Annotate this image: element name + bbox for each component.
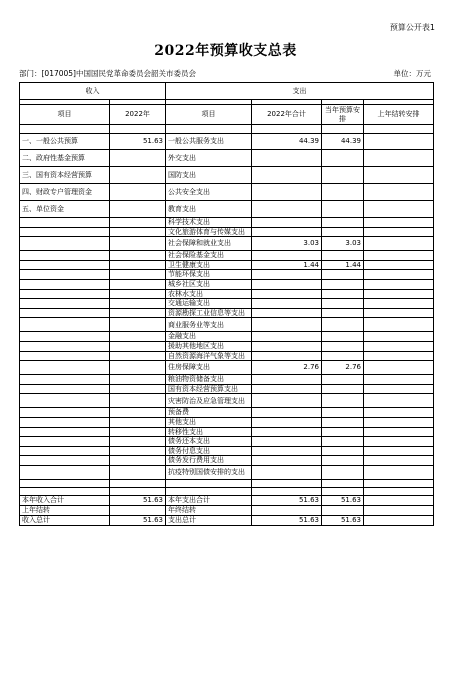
- expense-total: [252, 446, 322, 456]
- table-row: [20, 251, 434, 261]
- expense-current: [322, 318, 364, 332]
- blank-cell: [364, 479, 434, 487]
- footer-expense-current: [322, 505, 364, 515]
- expense-carry: [364, 394, 434, 408]
- expense-current: [322, 417, 364, 427]
- expense-current: [322, 437, 364, 447]
- footer-expense-total: [252, 505, 322, 515]
- expense-current: [322, 299, 364, 309]
- income-item: [20, 299, 110, 309]
- income-item: [20, 279, 110, 289]
- table-row: [20, 417, 434, 427]
- blank-cell: [364, 487, 434, 495]
- table-row: [20, 465, 434, 479]
- expense-current: [322, 351, 364, 361]
- expense-carry: [364, 260, 434, 270]
- expense-current: [322, 394, 364, 408]
- expense-carry: [364, 456, 434, 466]
- income-value: [110, 270, 166, 280]
- expense-item: 债务还本支出: [166, 437, 252, 447]
- expense-carry: [364, 465, 434, 479]
- income-item: [20, 456, 110, 466]
- footer-expense-carry: [364, 515, 434, 525]
- income-item: [20, 417, 110, 427]
- footer-expense-total: 51.63: [252, 515, 322, 525]
- balance-row: [20, 505, 434, 515]
- expense-carry: [364, 134, 434, 150]
- expense-item: 外交支出: [166, 150, 252, 167]
- table-row: [20, 456, 434, 466]
- blank-row: [20, 479, 434, 487]
- table-row: [20, 408, 434, 418]
- income-item: [20, 394, 110, 408]
- income-item: [20, 308, 110, 318]
- expense-carry: [364, 299, 434, 309]
- expense-total: [252, 351, 322, 361]
- col-year: 2022年: [110, 105, 166, 125]
- expense-carry: [364, 408, 434, 418]
- expense-total: [252, 167, 322, 184]
- income-item: 三、国有资本经营预算: [20, 167, 110, 184]
- col-carry: 上年结转安排: [364, 105, 434, 125]
- footer-income-value: 51.63: [110, 515, 166, 525]
- expense-carry: [364, 201, 434, 218]
- income-item: [20, 289, 110, 299]
- col-item2: 项目: [166, 105, 252, 125]
- expense-item: 交通运输支出: [166, 299, 252, 309]
- blank-cell: [252, 479, 322, 487]
- income-value: [110, 375, 166, 385]
- table-row: [20, 361, 434, 375]
- expense-carry: [364, 150, 434, 167]
- expense-item: 商业服务业等支出: [166, 318, 252, 332]
- footer-income-label: 本年收入合计: [20, 495, 110, 505]
- income-value: [110, 308, 166, 318]
- income-item: [20, 465, 110, 479]
- income-value: [110, 361, 166, 375]
- expense-carry: [364, 279, 434, 289]
- expense-current: [322, 279, 364, 289]
- income-item: [20, 408, 110, 418]
- section-header-row: [20, 83, 434, 100]
- income-value: [110, 299, 166, 309]
- form-number: 预算公开表1: [389, 23, 435, 32]
- expense-carry: [364, 270, 434, 280]
- income-item: 五、单位资金: [20, 201, 110, 218]
- expense-current: [322, 150, 364, 167]
- expense-item: 国防支出: [166, 167, 252, 184]
- expense-carry: [364, 308, 434, 318]
- expense-total: [252, 201, 322, 218]
- income-item: [20, 251, 110, 261]
- income-value: [110, 260, 166, 270]
- income-item: 二、政府性基金预算: [20, 150, 110, 167]
- blank-cell: [252, 487, 322, 495]
- expense-current: [322, 251, 364, 261]
- table-row: [20, 218, 434, 228]
- income-value: [110, 332, 166, 342]
- expense-item: 社会保险基金支出: [166, 251, 252, 261]
- table-row: [20, 184, 434, 201]
- blank-cell: [166, 487, 252, 495]
- expense-carry: [364, 289, 434, 299]
- income-item: [20, 237, 110, 251]
- income-value: [110, 237, 166, 251]
- income-value: [110, 167, 166, 184]
- income-item: [20, 361, 110, 375]
- blank-cell: [322, 479, 364, 487]
- col-total: 2022年合计: [252, 105, 322, 125]
- expense-total: [252, 184, 322, 201]
- expense-total: [252, 408, 322, 418]
- income-item: [20, 270, 110, 280]
- table-row: [20, 237, 434, 251]
- expense-current: [322, 270, 364, 280]
- expense-item: 一般公共服务支出: [166, 134, 252, 150]
- expense-item: 文化旅游体育与传媒支出: [166, 227, 252, 237]
- footer-income-value: 51.63: [110, 495, 166, 505]
- expense-total: 44.39: [252, 134, 322, 150]
- income-item: 四、财政专户管理资金: [20, 184, 110, 201]
- footer-expense-carry: [364, 495, 434, 505]
- expense-carry: [364, 361, 434, 375]
- table-row: [20, 437, 434, 447]
- expense-current: 1.44: [322, 260, 364, 270]
- income-value: [110, 184, 166, 201]
- income-value: [110, 251, 166, 261]
- expense-carry: [364, 384, 434, 394]
- expense-total: 3.03: [252, 237, 322, 251]
- income-item: 一、一般公共预算: [20, 134, 110, 150]
- income-value: [110, 150, 166, 167]
- expense-total: 1.44: [252, 260, 322, 270]
- table-row: [20, 167, 434, 184]
- expense-total: [252, 308, 322, 318]
- income-value: [110, 446, 166, 456]
- expense-carry: [364, 427, 434, 437]
- expense-carry: [364, 446, 434, 456]
- table-row: [20, 289, 434, 299]
- expense-item: 债务付息支出: [166, 446, 252, 456]
- expense-total: [252, 251, 322, 261]
- table-row: [20, 150, 434, 167]
- income-value: 51.63: [110, 134, 166, 150]
- income-value: [110, 351, 166, 361]
- expense-carry: [364, 437, 434, 447]
- expense-item: 国有资本经营预算支出: [166, 384, 252, 394]
- income-value: [110, 341, 166, 351]
- table-row: [20, 351, 434, 361]
- expense-total: [252, 332, 322, 342]
- expense-total: 2.76: [252, 361, 322, 375]
- expense-item: 预备费: [166, 408, 252, 418]
- expense-current: 2.76: [322, 361, 364, 375]
- blank-cell: [110, 487, 166, 495]
- income-item: [20, 318, 110, 332]
- expense-current: [322, 446, 364, 456]
- income-value: [110, 417, 166, 427]
- footer-expense-label: 年终结转: [166, 505, 252, 515]
- expense-current: [322, 289, 364, 299]
- expense-current: [322, 465, 364, 479]
- footer-expense-current: 51.63: [322, 495, 364, 505]
- income-item: [20, 351, 110, 361]
- expense-item: 住房保障支出: [166, 361, 252, 375]
- footer-expense-carry: [364, 505, 434, 515]
- expense-item: 卫生健康支出: [166, 260, 252, 270]
- income-value: [110, 227, 166, 237]
- footer-expense-label: 支出总计: [166, 515, 252, 525]
- income-item: [20, 341, 110, 351]
- expense-total: [252, 289, 322, 299]
- expense-carry: [364, 375, 434, 385]
- expense-carry: [364, 251, 434, 261]
- expense-item: 债务发行费用支出: [166, 456, 252, 466]
- page-title: 2022年预算收支总表: [154, 43, 297, 59]
- expense-current: [322, 218, 364, 228]
- table-row: [20, 260, 434, 270]
- income-value: [110, 408, 166, 418]
- expense-item: 社会保障和就业支出: [166, 237, 252, 251]
- income-value: [110, 465, 166, 479]
- expense-total: [252, 279, 322, 289]
- income-value: [110, 201, 166, 218]
- footer-income-label: 收入总计: [20, 515, 110, 525]
- expense-item: 粮油物资储备支出: [166, 375, 252, 385]
- expense-current: [322, 227, 364, 237]
- income-item: [20, 375, 110, 385]
- table-row: [20, 341, 434, 351]
- expense-item: 节能环保支出: [166, 270, 252, 280]
- expense-item: 资源勘探工业信息等支出: [166, 308, 252, 318]
- expense-item: 农林水支出: [166, 289, 252, 299]
- income-value: [110, 394, 166, 408]
- expense-current: [322, 308, 364, 318]
- expense-item: 教育支出: [166, 201, 252, 218]
- budget-table: [19, 82, 434, 526]
- expense-carry: [364, 184, 434, 201]
- footer-income-value: [110, 505, 166, 515]
- expense-carry: [364, 341, 434, 351]
- income-total-row: [20, 495, 434, 505]
- expense-total: [252, 456, 322, 466]
- spacer-row: [20, 125, 434, 134]
- expense-item: 灾害防治及应急管理支出: [166, 394, 252, 408]
- expense-current: [322, 408, 364, 418]
- expense-total: [252, 427, 322, 437]
- footer-expense-label: 本年支出合计: [166, 495, 252, 505]
- table-row: [20, 201, 434, 218]
- expense-total: [252, 394, 322, 408]
- expense-total: [252, 150, 322, 167]
- table-row: [20, 299, 434, 309]
- expense-carry: [364, 417, 434, 427]
- blank-cell: [110, 479, 166, 487]
- expense-current: [322, 456, 364, 466]
- expense-item: 城乡社区支出: [166, 279, 252, 289]
- income-value: [110, 279, 166, 289]
- expense-total: [252, 218, 322, 228]
- expense-total: [252, 227, 322, 237]
- table-row: [20, 270, 434, 280]
- expense-total: [252, 417, 322, 427]
- table-row: [20, 375, 434, 385]
- income-value: [110, 218, 166, 228]
- table-row: [20, 134, 434, 150]
- expense-item: 自然资源海洋气象等支出: [166, 351, 252, 361]
- expense-total: [252, 375, 322, 385]
- expense-total: [252, 270, 322, 280]
- blank-row: [20, 487, 434, 495]
- blank-cell: [322, 487, 364, 495]
- expense-current: [322, 427, 364, 437]
- income-item: [20, 260, 110, 270]
- expense-item: 公共安全支出: [166, 184, 252, 201]
- expense-carry: [364, 218, 434, 228]
- expense-header: 支出: [166, 83, 434, 100]
- expense-current: [322, 341, 364, 351]
- expense-carry: [364, 332, 434, 342]
- expense-total: [252, 465, 322, 479]
- table-row: [20, 427, 434, 437]
- footer-income-label: 上年结转: [20, 505, 110, 515]
- expense-total: [252, 299, 322, 309]
- footer-expense-total: 51.63: [252, 495, 322, 505]
- expense-current: [322, 384, 364, 394]
- expense-carry: [364, 167, 434, 184]
- income-item: [20, 332, 110, 342]
- expense-current: [322, 167, 364, 184]
- income-item: [20, 446, 110, 456]
- table-row: [20, 227, 434, 237]
- table-row: [20, 332, 434, 342]
- expense-carry: [364, 318, 434, 332]
- footer-expense-current: 51.63: [322, 515, 364, 525]
- table-row: [20, 384, 434, 394]
- col-current: 当年预算安排: [322, 105, 364, 125]
- expense-item: 金融支出: [166, 332, 252, 342]
- column-header-row: [20, 105, 434, 125]
- income-value: [110, 437, 166, 447]
- expense-item: 抗疫特别国债安排的支出: [166, 465, 252, 479]
- expense-current: 44.39: [322, 134, 364, 150]
- expense-item: 科学技术支出: [166, 218, 252, 228]
- expense-total: [252, 341, 322, 351]
- blank-cell: [20, 487, 110, 495]
- income-value: [110, 427, 166, 437]
- expense-current: [322, 332, 364, 342]
- col-item: 项目: [20, 105, 110, 125]
- expense-total: [252, 318, 322, 332]
- income-item: [20, 384, 110, 394]
- income-item: [20, 437, 110, 447]
- expense-carry: [364, 237, 434, 251]
- income-value: [110, 289, 166, 299]
- table-row: [20, 318, 434, 332]
- expense-item: 转移性支出: [166, 427, 252, 437]
- table-row: [20, 308, 434, 318]
- unit-label: 单位：万元: [393, 69, 431, 78]
- grand-total-row: [20, 515, 434, 525]
- income-item: [20, 427, 110, 437]
- expense-carry: [364, 351, 434, 361]
- expense-item: 援助其他地区支出: [166, 341, 252, 351]
- expense-current: [322, 375, 364, 385]
- income-item: [20, 227, 110, 237]
- table-row: [20, 394, 434, 408]
- expense-total: [252, 437, 322, 447]
- blank-cell: [166, 479, 252, 487]
- department-label: 部门：[017005]中国国民党革命委员会韶关市委员会: [19, 69, 196, 78]
- income-value: [110, 318, 166, 332]
- expense-current: 3.03: [322, 237, 364, 251]
- expense-item: 其他支出: [166, 417, 252, 427]
- income-header: 收入: [20, 83, 166, 100]
- blank-cell: [20, 479, 110, 487]
- income-value: [110, 384, 166, 394]
- table-row: [20, 446, 434, 456]
- table-row: [20, 279, 434, 289]
- expense-carry: [364, 227, 434, 237]
- expense-total: [252, 384, 322, 394]
- expense-current: [322, 184, 364, 201]
- income-item: [20, 218, 110, 228]
- expense-current: [322, 201, 364, 218]
- income-value: [110, 456, 166, 466]
